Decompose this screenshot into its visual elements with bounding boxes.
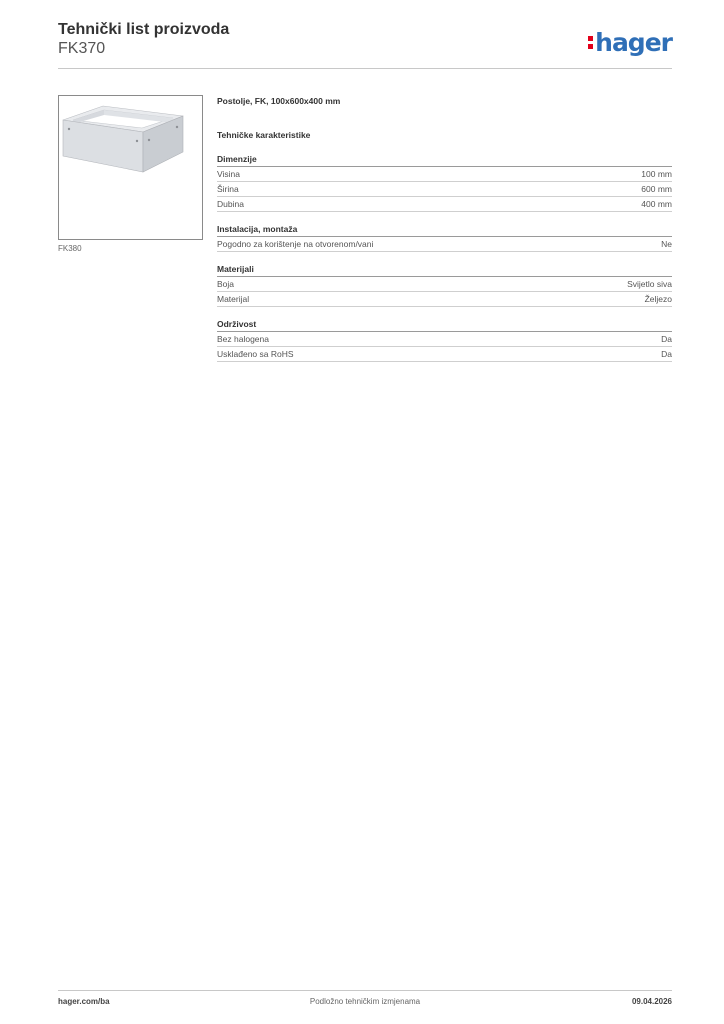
- spec-group-materials: [217, 263, 672, 307]
- document-title: Tehnički list proizvoda: [58, 21, 230, 38]
- page-header: [58, 20, 672, 70]
- footer-disclaimer: Podložno tehničkim izmjenama: [309, 997, 421, 1006]
- spec-value: Željezo: [644, 294, 672, 304]
- spec-label: Materijal: [217, 294, 250, 304]
- logo-dots-icon: [588, 33, 594, 51]
- group-title: Materijali: [217, 263, 672, 277]
- product-code: FK370: [58, 40, 106, 57]
- footer-divider: [58, 990, 672, 991]
- group-title: Dimenzije: [217, 153, 672, 167]
- spec-group-dimensions: [217, 153, 672, 212]
- footer-date: 09.04.2026: [631, 997, 672, 1006]
- spec-sheet: [217, 95, 672, 362]
- spec-value: Da: [661, 349, 672, 359]
- product-image: [58, 95, 203, 240]
- product-name: Postolje, FK, 100x600x400 mm: [217, 96, 341, 106]
- spec-row: [217, 277, 672, 292]
- header-divider: [58, 68, 672, 69]
- spec-row: [217, 197, 672, 212]
- spec-label: Pogodno za korištenje na otvorenom/vani: [217, 239, 374, 249]
- group-title: Instalacija, montaža: [217, 223, 672, 237]
- spec-row: [217, 332, 672, 347]
- spec-value: 100 mm: [641, 169, 672, 179]
- spec-label: Bez halogena: [217, 334, 269, 344]
- logo-text: hager: [595, 28, 672, 57]
- spec-group-installation: [217, 223, 672, 252]
- spec-label: Dubina: [217, 199, 244, 209]
- section-title: Tehničke karakteristike: [217, 130, 311, 140]
- spec-row: [217, 292, 672, 307]
- spec-label: Usklađeno sa RoHS: [217, 349, 294, 359]
- image-caption: FK380: [58, 244, 82, 253]
- group-title: Održivost: [217, 318, 672, 332]
- spec-value: Ne: [661, 239, 672, 249]
- spec-group-sustainability: [217, 318, 672, 362]
- spec-value: Da: [661, 334, 672, 344]
- spec-row: [217, 347, 672, 362]
- footer-website-link[interactable]: hager.com/ba: [58, 997, 110, 1006]
- spec-row: [217, 182, 672, 197]
- spec-value: 600 mm: [641, 184, 672, 194]
- spec-value: Svijetlo siva: [627, 279, 672, 289]
- plinth-illustration-icon: [59, 96, 202, 239]
- spec-value: 400 mm: [641, 199, 672, 209]
- hager-logo: [588, 28, 672, 57]
- spec-label: Visina: [217, 169, 240, 179]
- spec-row: [217, 237, 672, 252]
- spec-label: Boja: [217, 279, 235, 289]
- spec-row: [217, 167, 672, 182]
- spec-label: Širina: [217, 184, 239, 194]
